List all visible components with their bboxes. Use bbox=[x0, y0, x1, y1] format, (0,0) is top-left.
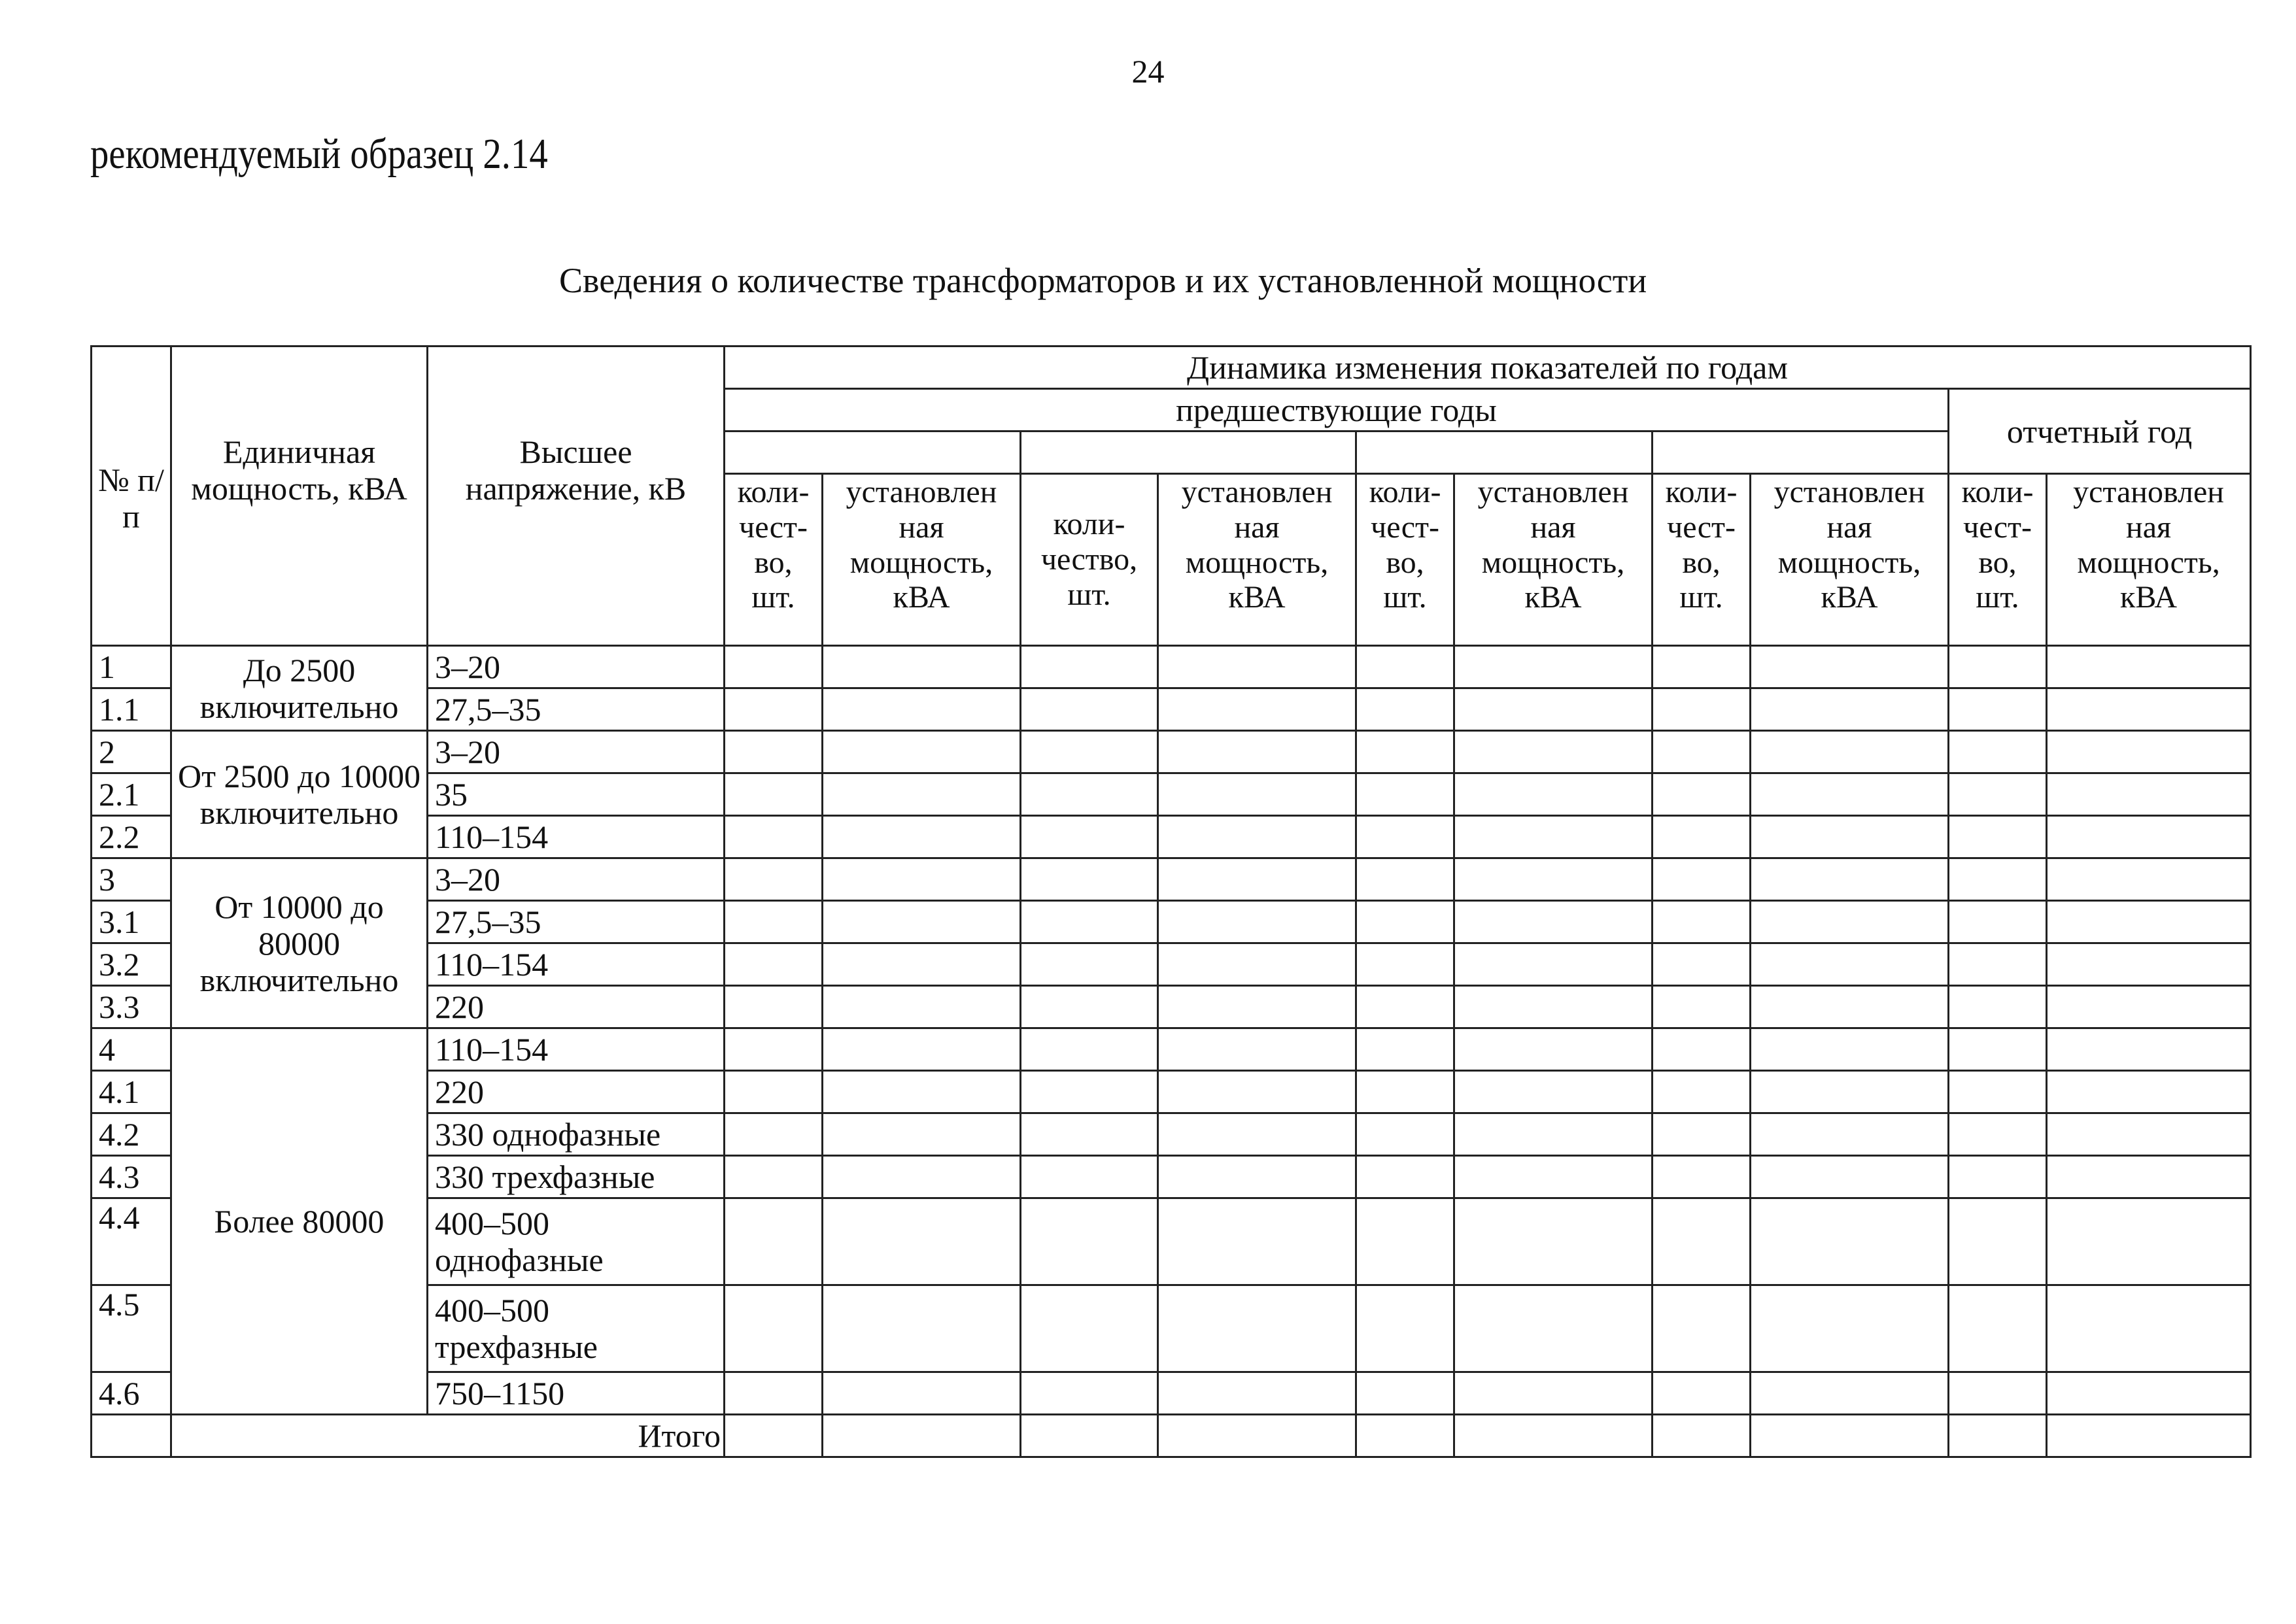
installed-power-cell[interactable] bbox=[1751, 943, 1949, 986]
header-qty: коли-чест-во, шт. bbox=[1949, 474, 2047, 646]
total-row bbox=[92, 1415, 2251, 1457]
qty-cell[interactable] bbox=[1949, 943, 2047, 986]
installed-power-cell[interactable] bbox=[1158, 1198, 1356, 1285]
qty-cell[interactable] bbox=[1653, 646, 1751, 688]
installed-power-cell[interactable] bbox=[1751, 1113, 1949, 1156]
total-installed-cell[interactable] bbox=[1454, 1415, 1653, 1457]
installed-power-cell[interactable] bbox=[1158, 1028, 1356, 1071]
qty-cell[interactable] bbox=[1949, 1113, 2047, 1156]
unit-power-cell: От 2500 до 10000 включительно bbox=[171, 731, 428, 858]
unit-power-cell: От 10000 до 80000 включительно bbox=[171, 858, 428, 1028]
installed-power-cell[interactable] bbox=[2047, 816, 2251, 858]
high-voltage-cell: 27,5–35 bbox=[428, 901, 725, 943]
header-year-1 bbox=[725, 431, 1021, 474]
header-year-4 bbox=[1653, 431, 1949, 474]
qty-cell[interactable] bbox=[1356, 1285, 1454, 1372]
total-qty-cell[interactable] bbox=[1356, 1415, 1454, 1457]
qty-cell[interactable] bbox=[725, 731, 823, 773]
qty-cell[interactable] bbox=[1021, 1372, 1158, 1415]
row-number: 3.2 bbox=[92, 943, 171, 986]
row-number: 3 bbox=[92, 858, 171, 901]
installed-power-cell[interactable] bbox=[1751, 1285, 1949, 1372]
header-high-voltage: Высшее напряжение, кВ bbox=[428, 347, 725, 646]
qty-cell[interactable] bbox=[1021, 858, 1158, 901]
qty-cell[interactable] bbox=[1949, 1198, 2047, 1285]
qty-cell[interactable] bbox=[1356, 1028, 1454, 1071]
installed-power-cell[interactable] bbox=[823, 688, 1021, 731]
installed-power-cell[interactable] bbox=[1454, 688, 1653, 731]
installed-power-cell[interactable] bbox=[823, 1113, 1021, 1156]
table-title: Сведения о количестве трансформаторов и их установленной мощности bbox=[559, 261, 1647, 300]
installed-power-cell[interactable] bbox=[1454, 1028, 1653, 1071]
qty-cell[interactable] bbox=[1356, 1071, 1454, 1113]
qty-cell[interactable] bbox=[1653, 1071, 1751, 1113]
installed-power-cell[interactable] bbox=[1454, 986, 1653, 1028]
header-qty: коли-чество, шт. bbox=[1021, 474, 1158, 646]
installed-power-cell[interactable] bbox=[823, 1156, 1021, 1198]
qty-cell[interactable] bbox=[1356, 1156, 1454, 1198]
installed-power-cell[interactable] bbox=[1158, 858, 1356, 901]
installed-power-cell[interactable] bbox=[1751, 646, 1949, 688]
high-voltage-cell: 330 трехфазные bbox=[428, 1156, 725, 1198]
qty-cell[interactable] bbox=[1949, 773, 2047, 816]
installed-power-cell[interactable] bbox=[1751, 901, 1949, 943]
qty-cell[interactable] bbox=[1653, 1198, 1751, 1285]
qty-cell[interactable] bbox=[1021, 646, 1158, 688]
installed-power-cell[interactable] bbox=[2047, 1071, 2251, 1113]
header-previous-years: предшествующие годы bbox=[725, 389, 1949, 431]
qty-cell[interactable] bbox=[1949, 646, 2047, 688]
header-installed: установлен ная мощность, кВА bbox=[1751, 474, 1949, 646]
qty-cell[interactable] bbox=[1653, 1113, 1751, 1156]
high-voltage-cell: 3–20 bbox=[428, 646, 725, 688]
qty-cell[interactable] bbox=[725, 688, 823, 731]
installed-power-cell[interactable] bbox=[1454, 1285, 1653, 1372]
installed-power-cell[interactable] bbox=[823, 1198, 1021, 1285]
installed-power-cell[interactable] bbox=[1454, 1372, 1653, 1415]
qty-cell[interactable] bbox=[725, 858, 823, 901]
qty-cell[interactable] bbox=[1021, 1071, 1158, 1113]
row-number: 4.3 bbox=[92, 1156, 171, 1198]
installed-power-cell[interactable] bbox=[1751, 1156, 1949, 1198]
installed-power-cell[interactable] bbox=[2047, 646, 2251, 688]
installed-power-cell[interactable] bbox=[1751, 1028, 1949, 1071]
qty-cell[interactable] bbox=[1653, 1372, 1751, 1415]
installed-power-cell[interactable] bbox=[823, 901, 1021, 943]
total-qty-cell[interactable] bbox=[725, 1415, 823, 1457]
installed-power-cell[interactable] bbox=[1454, 1156, 1653, 1198]
installed-power-cell[interactable] bbox=[1158, 816, 1356, 858]
qty-cell[interactable] bbox=[725, 943, 823, 986]
installed-power-cell[interactable] bbox=[1751, 773, 1949, 816]
header-installed: установлен ная мощность, кВА bbox=[823, 474, 1021, 646]
total-qty-cell[interactable] bbox=[1021, 1415, 1158, 1457]
header-qty: коли-чест-во, шт. bbox=[725, 474, 823, 646]
qty-cell[interactable] bbox=[725, 773, 823, 816]
installed-power-cell[interactable] bbox=[1158, 943, 1356, 986]
high-voltage-cell: 27,5–35 bbox=[428, 688, 725, 731]
high-voltage-cell: 330 однофазные bbox=[428, 1113, 725, 1156]
qty-cell[interactable] bbox=[1356, 773, 1454, 816]
installed-power-cell[interactable] bbox=[823, 1372, 1021, 1415]
installed-power-cell[interactable] bbox=[1454, 1071, 1653, 1113]
qty-cell[interactable] bbox=[1021, 731, 1158, 773]
installed-power-cell[interactable] bbox=[823, 646, 1021, 688]
installed-power-cell[interactable] bbox=[1158, 773, 1356, 816]
header-qty: коли-чест-во, шт. bbox=[1356, 474, 1454, 646]
installed-power-cell[interactable] bbox=[1158, 1156, 1356, 1198]
qty-cell[interactable] bbox=[1356, 986, 1454, 1028]
qty-cell[interactable] bbox=[1356, 858, 1454, 901]
installed-power-cell[interactable] bbox=[823, 858, 1021, 901]
qty-cell[interactable] bbox=[1653, 943, 1751, 986]
installed-power-cell[interactable] bbox=[2047, 986, 2251, 1028]
high-voltage-cell: 750–1150 bbox=[428, 1372, 725, 1415]
qty-cell[interactable] bbox=[1021, 943, 1158, 986]
qty-cell[interactable] bbox=[1021, 1113, 1158, 1156]
qty-cell[interactable] bbox=[1949, 858, 2047, 901]
installed-power-cell[interactable] bbox=[1454, 901, 1653, 943]
qty-cell[interactable] bbox=[1356, 731, 1454, 773]
installed-power-cell[interactable] bbox=[823, 816, 1021, 858]
unit-power-cell: Более 80000 bbox=[171, 1028, 428, 1415]
installed-power-cell[interactable] bbox=[1751, 1071, 1949, 1113]
installed-power-cell[interactable] bbox=[1158, 986, 1356, 1028]
qty-cell[interactable] bbox=[1653, 1285, 1751, 1372]
installed-power-cell[interactable] bbox=[1158, 1372, 1356, 1415]
installed-power-cell[interactable] bbox=[1158, 1113, 1356, 1156]
row-number: 1.1 bbox=[92, 688, 171, 731]
table-row bbox=[92, 646, 2251, 688]
qty-cell[interactable] bbox=[1949, 1028, 2047, 1071]
high-voltage-cell: 35 bbox=[428, 773, 725, 816]
total-installed-cell[interactable] bbox=[2047, 1415, 2251, 1457]
qty-cell[interactable] bbox=[1021, 816, 1158, 858]
installed-power-cell[interactable] bbox=[1454, 773, 1653, 816]
qty-cell[interactable] bbox=[725, 1071, 823, 1113]
qty-cell[interactable] bbox=[1949, 688, 2047, 731]
installed-power-cell[interactable] bbox=[2047, 1156, 2251, 1198]
qty-cell[interactable] bbox=[1653, 731, 1751, 773]
qty-cell[interactable] bbox=[1021, 688, 1158, 731]
installed-power-cell[interactable] bbox=[1751, 1198, 1949, 1285]
row-number: 2 bbox=[92, 731, 171, 773]
qty-cell[interactable] bbox=[1021, 901, 1158, 943]
installed-power-cell[interactable] bbox=[2047, 1372, 2251, 1415]
qty-cell[interactable] bbox=[725, 1113, 823, 1156]
header-unit-power: Единичная мощность, кВА bbox=[171, 347, 428, 646]
qty-cell[interactable] bbox=[1949, 1285, 2047, 1372]
header-qty: коли-чест-во, шт. bbox=[1653, 474, 1751, 646]
installed-power-cell[interactable] bbox=[1751, 688, 1949, 731]
row-number: 4.2 bbox=[92, 1113, 171, 1156]
installed-power-cell[interactable] bbox=[1158, 731, 1356, 773]
high-voltage-cell: 110–154 bbox=[428, 816, 725, 858]
high-voltage-cell: 3–20 bbox=[428, 731, 725, 773]
qty-cell[interactable] bbox=[1653, 986, 1751, 1028]
installed-power-cell[interactable] bbox=[1454, 943, 1653, 986]
qty-cell[interactable] bbox=[1653, 858, 1751, 901]
high-voltage-cell: 400–500 однофазные bbox=[428, 1198, 725, 1285]
total-installed-cell[interactable] bbox=[1751, 1415, 1949, 1457]
transformer-table bbox=[90, 345, 2252, 1458]
table-row bbox=[92, 1028, 2251, 1071]
row-number: 2.2 bbox=[92, 816, 171, 858]
qty-cell[interactable] bbox=[725, 816, 823, 858]
installed-power-cell[interactable] bbox=[823, 986, 1021, 1028]
installed-power-cell[interactable] bbox=[2047, 901, 2251, 943]
installed-power-cell[interactable] bbox=[823, 1285, 1021, 1372]
row-number: 4.1 bbox=[92, 1071, 171, 1113]
installed-power-cell[interactable] bbox=[1751, 986, 1949, 1028]
installed-power-cell[interactable] bbox=[2047, 1198, 2251, 1285]
installed-power-cell[interactable] bbox=[1158, 688, 1356, 731]
qty-cell[interactable] bbox=[1021, 1285, 1158, 1372]
installed-power-cell[interactable] bbox=[2047, 943, 2251, 986]
qty-cell[interactable] bbox=[1356, 688, 1454, 731]
total-qty-cell[interactable] bbox=[1653, 1415, 1751, 1457]
qty-cell[interactable] bbox=[1949, 1071, 2047, 1113]
table-row bbox=[92, 858, 2251, 901]
row-number: 2.1 bbox=[92, 773, 171, 816]
installed-power-cell[interactable] bbox=[1751, 1372, 1949, 1415]
qty-cell[interactable] bbox=[1949, 986, 2047, 1028]
qty-cell[interactable] bbox=[1653, 901, 1751, 943]
qty-cell[interactable] bbox=[1021, 1028, 1158, 1071]
qty-cell[interactable] bbox=[1949, 901, 2047, 943]
installed-power-cell[interactable] bbox=[823, 773, 1021, 816]
qty-cell[interactable] bbox=[1653, 688, 1751, 731]
installed-power-cell[interactable] bbox=[823, 943, 1021, 986]
installed-power-cell[interactable] bbox=[1751, 731, 1949, 773]
total-installed-cell[interactable] bbox=[1158, 1415, 1356, 1457]
qty-cell[interactable] bbox=[725, 901, 823, 943]
row-number: 4 bbox=[92, 1028, 171, 1071]
high-voltage-cell: 220 bbox=[428, 986, 725, 1028]
installed-power-cell[interactable] bbox=[1454, 646, 1653, 688]
installed-power-cell[interactable] bbox=[2047, 773, 2251, 816]
qty-cell[interactable] bbox=[725, 986, 823, 1028]
installed-power-cell[interactable] bbox=[2047, 1113, 2251, 1156]
installed-power-cell[interactable] bbox=[823, 1028, 1021, 1071]
qty-cell[interactable] bbox=[1949, 1372, 2047, 1415]
installed-power-cell[interactable] bbox=[1158, 1071, 1356, 1113]
row-number: 1 bbox=[92, 646, 171, 688]
qty-cell[interactable] bbox=[1356, 646, 1454, 688]
qty-cell[interactable] bbox=[725, 646, 823, 688]
qty-cell[interactable] bbox=[725, 1285, 823, 1372]
installed-power-cell[interactable] bbox=[1454, 731, 1653, 773]
installed-power-cell[interactable] bbox=[1454, 1198, 1653, 1285]
unit-power-cell: До 2500 включительно bbox=[171, 646, 428, 731]
installed-power-cell[interactable] bbox=[1454, 1113, 1653, 1156]
header-installed: установлен ная мощность, кВА bbox=[1158, 474, 1356, 646]
installed-power-cell[interactable] bbox=[2047, 688, 2251, 731]
high-voltage-cell: 110–154 bbox=[428, 1028, 725, 1071]
installed-power-cell[interactable] bbox=[2047, 731, 2251, 773]
row-number: 4.4 bbox=[92, 1198, 171, 1285]
total-label: Итого bbox=[171, 1415, 725, 1457]
qty-cell[interactable] bbox=[1356, 816, 1454, 858]
qty-cell[interactable] bbox=[1356, 901, 1454, 943]
installed-power-cell[interactable] bbox=[1158, 1285, 1356, 1372]
qty-cell[interactable] bbox=[1653, 1028, 1751, 1071]
qty-cell[interactable] bbox=[1949, 731, 2047, 773]
installed-power-cell[interactable] bbox=[1454, 858, 1653, 901]
qty-cell[interactable] bbox=[725, 1198, 823, 1285]
header-installed: установлен ная мощность, кВА bbox=[1454, 474, 1653, 646]
qty-cell[interactable] bbox=[1653, 773, 1751, 816]
header-dynamics: Динамика изменения показателей по годам bbox=[725, 347, 2251, 389]
qty-cell[interactable] bbox=[725, 1156, 823, 1198]
qty-cell[interactable] bbox=[1021, 1156, 1158, 1198]
header-report-year: отчетный год bbox=[1949, 389, 2251, 474]
page-number: 24 bbox=[1131, 53, 1165, 90]
installed-power-cell[interactable] bbox=[1751, 816, 1949, 858]
installed-power-cell[interactable] bbox=[823, 731, 1021, 773]
high-voltage-cell: 220 bbox=[428, 1071, 725, 1113]
total-installed-cell[interactable] bbox=[823, 1415, 1021, 1457]
qty-cell[interactable] bbox=[725, 1372, 823, 1415]
installed-power-cell[interactable] bbox=[2047, 1028, 2251, 1071]
installed-power-cell[interactable] bbox=[1158, 901, 1356, 943]
row-number: 4.5 bbox=[92, 1285, 171, 1372]
header-year-2 bbox=[1021, 431, 1356, 474]
qty-cell[interactable] bbox=[1356, 943, 1454, 986]
qty-cell[interactable] bbox=[1949, 1156, 2047, 1198]
qty-cell[interactable] bbox=[1653, 816, 1751, 858]
installed-power-cell[interactable] bbox=[2047, 858, 2251, 901]
installed-power-cell[interactable] bbox=[1454, 816, 1653, 858]
qty-cell[interactable] bbox=[1356, 1372, 1454, 1415]
qty-cell[interactable] bbox=[1356, 1113, 1454, 1156]
installed-power-cell[interactable] bbox=[823, 1071, 1021, 1113]
installed-power-cell[interactable] bbox=[2047, 1285, 2251, 1372]
qty-cell[interactable] bbox=[1021, 986, 1158, 1028]
total-qty-cell[interactable] bbox=[1949, 1415, 2047, 1457]
qty-cell[interactable] bbox=[1021, 773, 1158, 816]
total-num-cell bbox=[92, 1415, 171, 1457]
high-voltage-cell: 110–154 bbox=[428, 943, 725, 986]
qty-cell[interactable] bbox=[1653, 1156, 1751, 1198]
sample-label: рекомендуемый образец 2.14 bbox=[90, 130, 548, 178]
qty-cell[interactable] bbox=[1356, 1198, 1454, 1285]
row-number: 3.3 bbox=[92, 986, 171, 1028]
table-row bbox=[92, 731, 2251, 773]
qty-cell[interactable] bbox=[1021, 1198, 1158, 1285]
header-num: № п/п bbox=[92, 347, 171, 646]
installed-power-cell[interactable] bbox=[1158, 646, 1356, 688]
header-year-3 bbox=[1356, 431, 1653, 474]
row-number: 3.1 bbox=[92, 901, 171, 943]
high-voltage-cell: 3–20 bbox=[428, 858, 725, 901]
qty-cell[interactable] bbox=[1949, 816, 2047, 858]
qty-cell[interactable] bbox=[725, 1028, 823, 1071]
header-installed: установлен ная мощность, кВА bbox=[2047, 474, 2251, 646]
row-number: 4.6 bbox=[92, 1372, 171, 1415]
installed-power-cell[interactable] bbox=[1751, 858, 1949, 901]
high-voltage-cell: 400–500 трехфазные bbox=[428, 1285, 725, 1372]
